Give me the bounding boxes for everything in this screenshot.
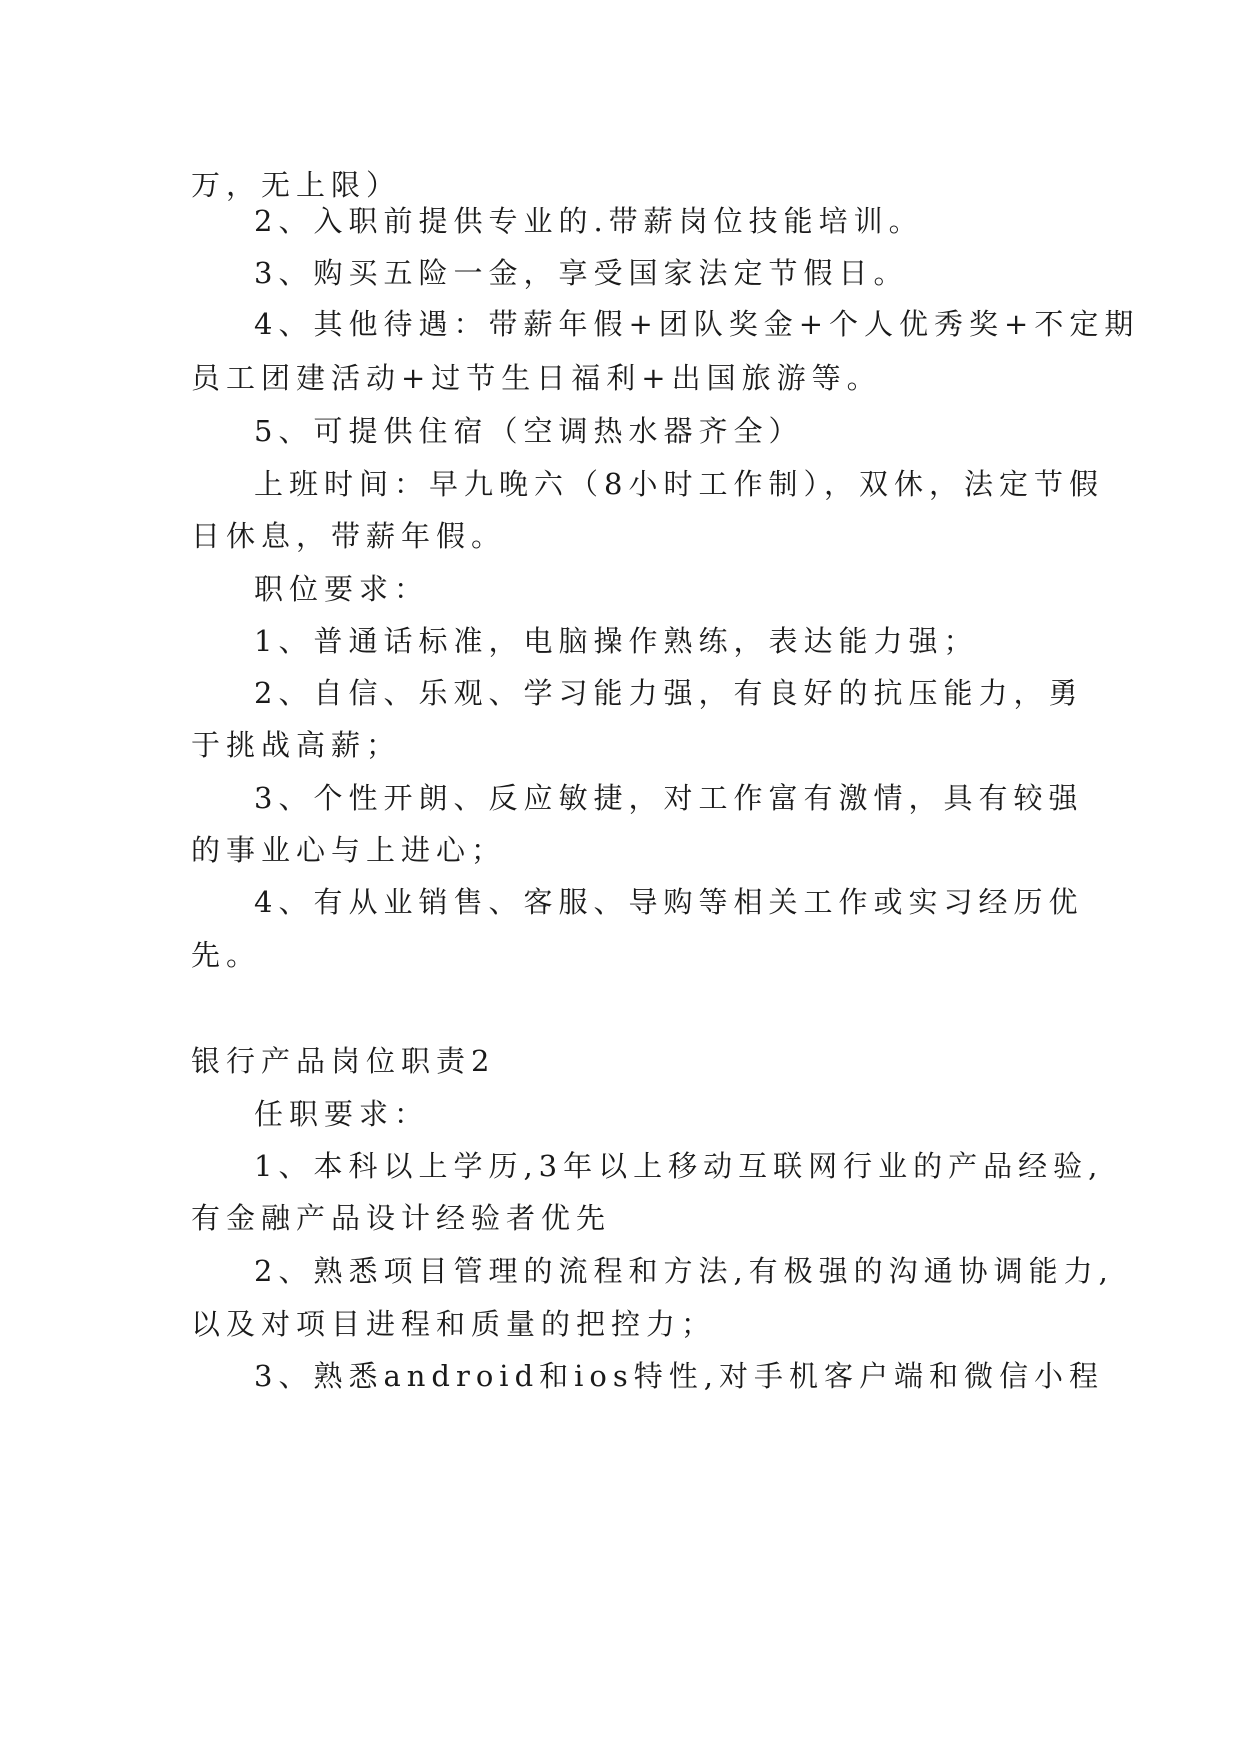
paragraph-line: 4、其他待遇：带薪年假+团队奖金+个人优秀奖+不定期 xyxy=(254,307,1140,341)
paragraph-line: 2、自信、乐观、学习能力强，有良好的抗压能力，勇 xyxy=(254,676,1084,710)
paragraph-line: 5、可提供住宿（空调热水器齐全） xyxy=(254,414,804,448)
paragraph-line: 于挑战高薪； xyxy=(191,728,402,762)
paragraph-line: 2、入职前提供专业的.带薪岗位技能培训。 xyxy=(254,204,924,238)
paragraph-line: 的事业心与上进心； xyxy=(191,833,507,867)
section-label: 任职要求： xyxy=(254,1097,430,1131)
paragraph-line: 4、有从业销售、客服、导购等相关工作或实习经历优 xyxy=(254,885,1084,919)
paragraph-line: 3、购买五险一金，享受国家法定节假日。 xyxy=(254,256,909,290)
paragraph-line: 3、个性开朗、反应敏捷，对工作富有激情，具有较强 xyxy=(254,781,1084,815)
paragraph-line: 3、熟悉android和ios特性,对手机客户端和微信小程 xyxy=(254,1359,1104,1393)
paragraph-line: 万，无上限） xyxy=(191,168,402,202)
paragraph-line: 以及对项目进程和质量的把控力； xyxy=(191,1307,717,1341)
paragraph-line: 有金融产品设计经验者优先 xyxy=(191,1201,612,1235)
section-heading: 银行产品岗位职责2 xyxy=(191,1044,496,1078)
paragraph-line: 先。 xyxy=(191,938,262,972)
section-label: 职位要求： xyxy=(254,572,430,606)
paragraph-line: 1、普通话标准，电脑操作熟练，表达能力强； xyxy=(254,624,979,658)
paragraph-line: 1、本科以上学历,3年以上移动互联网行业的产品经验, xyxy=(254,1149,1104,1183)
paragraph-line: 员工团建活动+过节生日福利+出国旅游等。 xyxy=(191,361,882,395)
paragraph-line: 日休息，带薪年假。 xyxy=(191,519,507,553)
paragraph-line: 上班时间：早九晚六（8小时工作制），双休，法定节假 xyxy=(254,467,1104,501)
paragraph-line: 2、熟悉项目管理的流程和方法,有极强的沟通协调能力, xyxy=(254,1254,1114,1288)
